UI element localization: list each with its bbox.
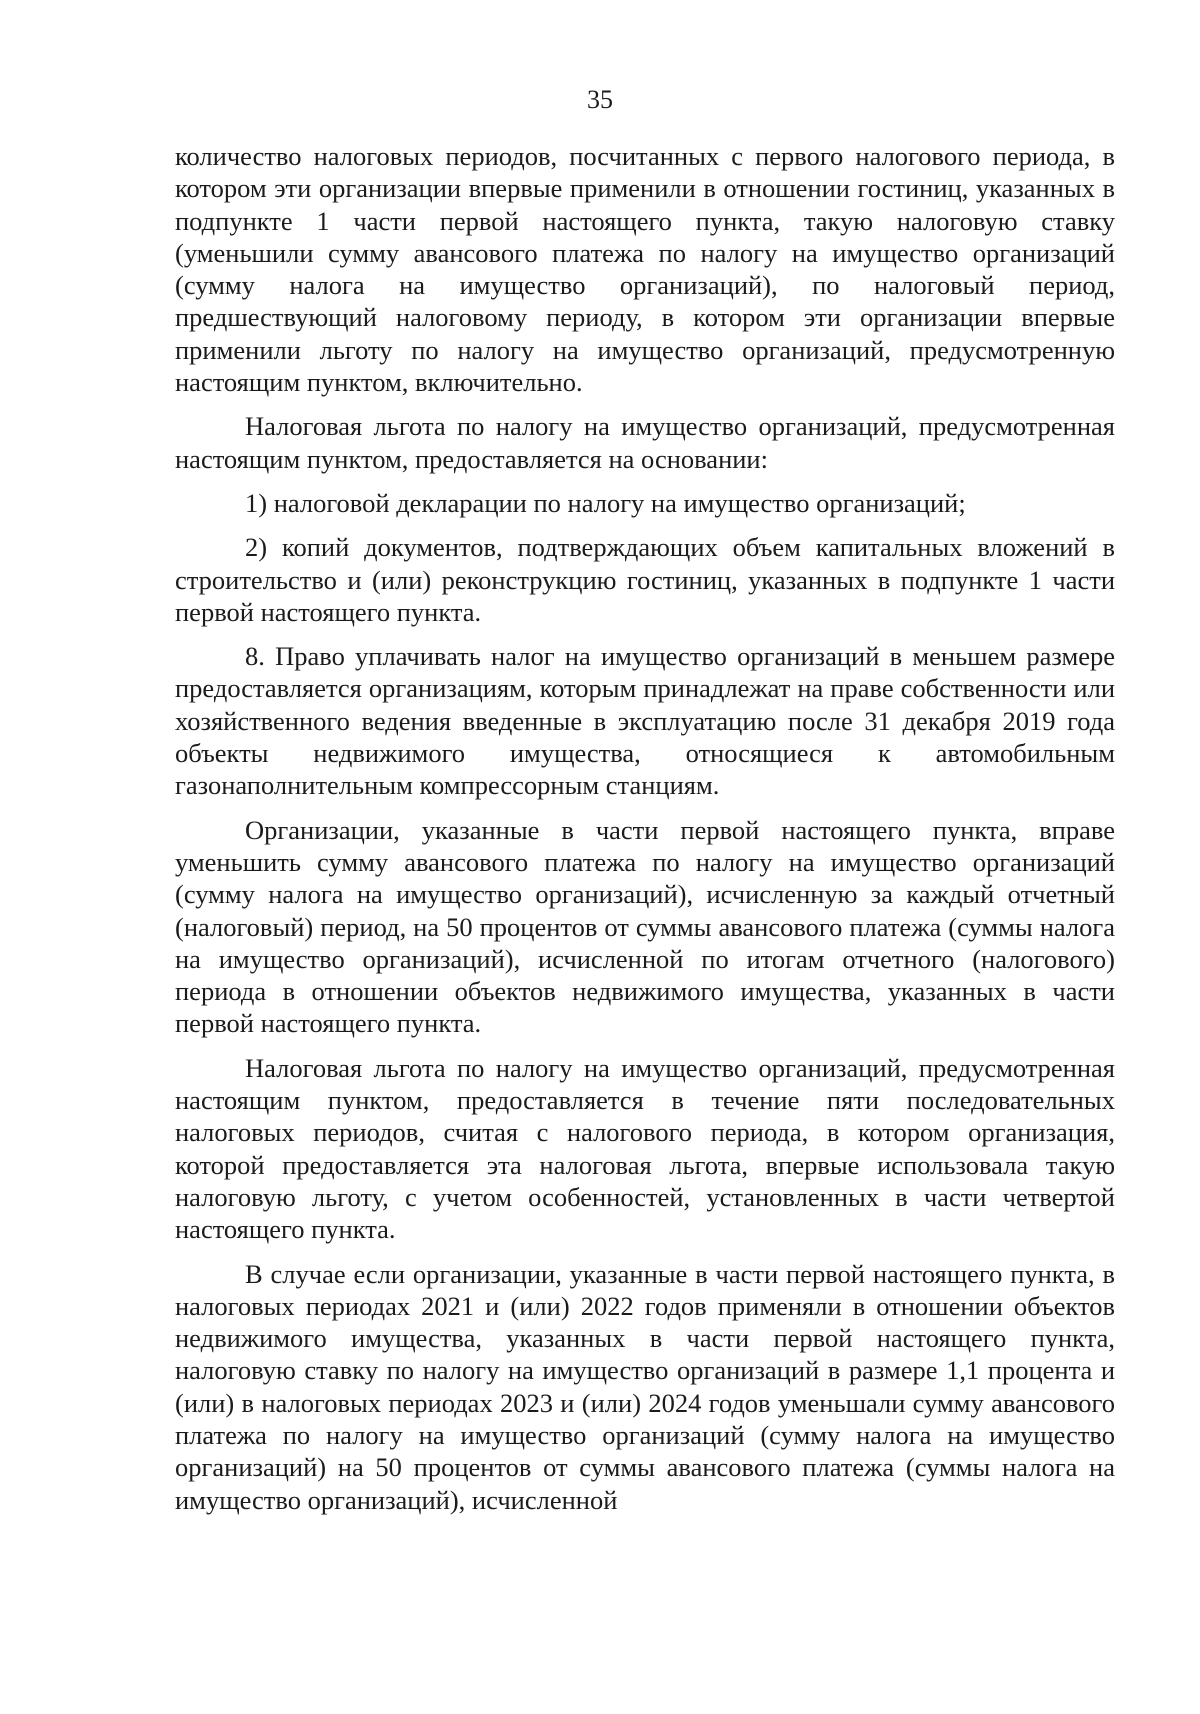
paragraph-benefit-basis: Налоговая льгота по налогу на имущество организаций, предусмотренная настоящим пунктом, предоставляется на основании:: [175, 411, 1115, 474]
paragraph-reduction-right: Организации, указанные в части первой настоящего пункта, вправе уменьшить сумму авансового платежа по налогу на имущество организаций (сумму налога на имущество организаций), исчисленную за каждый отчетный (налоговый) период, на 50 процентов от суммы авансового платежа (суммы налога на имущество организаций), исчисленной по итогам отчетного (налогового) периода в отношении объектов недвижимого имущества, указанных в части первой настоящего пункта.: [175, 814, 1115, 1039]
paragraph-special-case: В случае если организации, указанные в части первой настоящего пункта, в налоговых периодах 2021 и (или) 2022 годов применяли в отношении объектов недвижимого имущества, указанных в части первой настоящего пункта, налоговую ставку по налогу на имущество организаций в размере 1,1 процента и (или) в налоговых периодах 2023 и (или) 2024 годов уменьшали сумму авансового платежа по налогу на имущество организаций (сумму налога на имущество организаций) на 50 процентов от суммы авансового платежа (суммы налога на имущество организаций), исчисленной: [175, 1258, 1115, 1515]
list-item-declaration: 1) налоговой декларации по налогу на имущество организаций;: [245, 487, 966, 518]
document-body: [175, 140, 1115, 1528]
paragraph-continuation: количество налоговых периодов, посчитанных с первого налогового периода, в котором эти организации впервые применили в отношении гостиниц, указанных в подпункте 1 части первой настоящего пункта, такую налоговую ставку (уменьшили сумму авансового платежа по налогу на имущество организаций (сумму налога на имущество организаций), по налоговый период, предшествующий налоговому периоду, в котором эти организации впервые применили льготу по налогу на имущество организаций, предусмотренную настоящим пунктом, включительно.: [175, 141, 1115, 398]
paragraph-benefit-duration: Налоговая льгота по налогу на имущество организаций, предусмотренная настоящим пунктом, предоставляется в течение пяти последовательных налоговых периодов, считая с налогового периода, в котором организация, которой предоставляется эта налоговая льгота, впервые использовала такую налоговую льготу, с учетом особенностей, установленных в части четвертой настоящего пункта.: [175, 1052, 1115, 1245]
page-number: 35: [587, 85, 613, 114]
list-item-documents: 2) копий документов, подтверждающих объем капитальных вложений в строительство и (или) реконструкцию гостиниц, указанных в подпункте 1 части первой настоящего пункта.: [175, 532, 1115, 627]
paragraph-item-8: 8. Право уплачивать налог на имущество организаций в меньшем размере предоставляется организациям, которым принадлежат на праве собственности или хозяйственного ведения введенные в эксплуатацию после 31 декабря 2019 года объекты недвижимого имущества, относящиеся к автомобильным газонаполнительным компрессорным станциям.: [175, 641, 1115, 801]
